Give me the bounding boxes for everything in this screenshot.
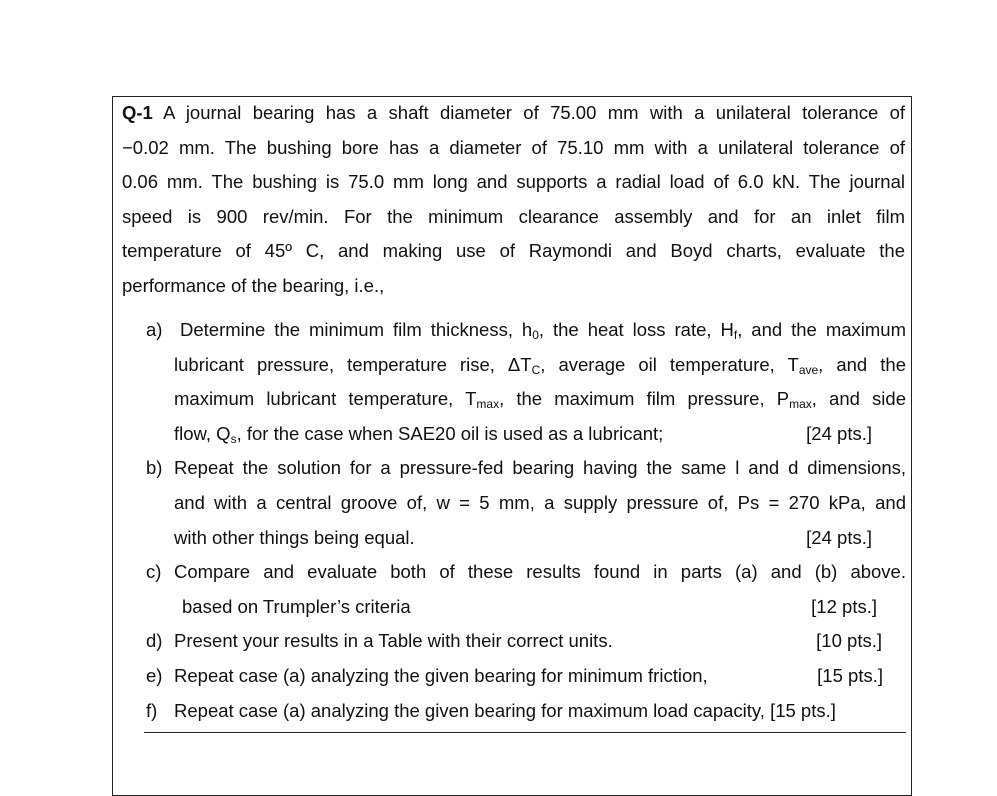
part-e-label: e) — [146, 664, 163, 686]
part-e-text-1: Repeat case (a) analyzing the given bearing for minimum friction, — [174, 664, 708, 686]
part-a-line-2 — [174, 348, 906, 383]
part-a-sub-tave: ave — [798, 362, 819, 377]
part-d-line-1 — [174, 624, 906, 659]
part-a-points: [24 pts.] — [806, 422, 872, 444]
part-e-line-1 — [174, 659, 906, 694]
part-a-text-4b: , for the case when SAE20 oil is used as a lubricant; — [236, 422, 664, 444]
part-c-line-1: Compare and evaluate both of these results found in parts (a) and (b) above. — [174, 561, 906, 583]
intro-line-3: 0.06 mm. The bushing is 75.0 mm long and supports a radial load of 6.0 kN. The journal — [122, 171, 905, 192]
intro-line-1 — [122, 96, 905, 131]
part-f-text-1: Repeat case (a) analyzing the given bearing for maximum load capacity, — [174, 699, 765, 721]
part-c-label: c) — [146, 561, 162, 583]
part-a-sub-hf: f — [733, 328, 738, 342]
parts-list — [146, 313, 906, 728]
part-a-sub-tmax: max — [476, 397, 500, 412]
part-a-line-1 — [174, 313, 906, 348]
intro-text-1: A journal bearing has a shaft diameter of 75.00 mm with a unilateral tolerance of — [163, 102, 905, 123]
question-label: Q-1 — [122, 102, 153, 123]
part-a-line-3 — [174, 382, 906, 417]
part-b-line-2: and with a central groove of, w = 5 mm, a supply pressure of, Ps = 270 kPa, and — [174, 491, 906, 513]
part-d-points: [10 pts.] — [816, 630, 882, 652]
part-a-text-2b: , average oil temperature, T — [540, 353, 799, 375]
part-a-text-1b: , the heat loss rate, H — [538, 319, 734, 340]
part-d-text-1: Present your results in a Table with their correct units. — [174, 630, 613, 652]
part-b-line-1: Repeat the solution for a pressure-fed bearing having the same l and d dimensions, — [174, 457, 906, 479]
part-a-line-4 — [174, 417, 906, 452]
part-b-line-3 — [174, 521, 906, 556]
part-d-label: d) — [146, 630, 163, 652]
bottom-rule — [144, 732, 906, 733]
part-c-points: [12 pts.] — [811, 595, 877, 617]
part-a-text-2c: , and the — [818, 353, 906, 375]
part-f-label: f) — [146, 699, 158, 721]
part-a-text-1a: Determine the minimum film thickness, h — [180, 319, 533, 340]
part-f-line-1 — [174, 694, 906, 729]
question-intro — [122, 96, 905, 303]
part-a-label: a) — [146, 319, 163, 340]
part-b-label: b) — [146, 457, 163, 479]
part-e — [146, 659, 906, 694]
part-e-points: [15 pts.] — [817, 664, 883, 686]
part-a-text-3b: , the maximum film pressure, P — [499, 388, 790, 410]
part-c-line-2 — [174, 590, 906, 625]
part-a-text-2a: lubricant pressure, temperature rise, ΔT — [174, 353, 532, 375]
part-a-text-3c: , and side — [811, 388, 906, 410]
part-a-sub-tc: C — [531, 362, 541, 377]
part-b-points: [24 pts.] — [806, 526, 872, 548]
intro-line-4: speed is 900 rev/min. For the minimum clearance assembly and for an inlet film — [122, 205, 905, 227]
intro-line-6: performance of the bearing, i.e., — [122, 274, 385, 296]
part-f-points: [15 pts.] — [770, 699, 836, 721]
part-a-text-3a: maximum lubricant temperature, T — [174, 388, 477, 410]
part-a-text-1c: , and the maximum — [737, 319, 906, 340]
part-b-text-3: with other things being equal. — [174, 526, 415, 548]
intro-line-5: temperature of 45º C, and making use of Raymondi and Boyd charts, evaluate the — [122, 240, 905, 261]
part-c — [146, 555, 906, 624]
part-b — [146, 451, 906, 555]
part-a — [146, 313, 906, 451]
part-d — [146, 624, 906, 659]
part-a-text-4a: flow, Q — [174, 422, 231, 444]
part-a-sub-qs: s — [230, 431, 237, 446]
part-a-sub-h0: 0 — [532, 328, 539, 342]
part-c-text-2: based on Trumpler’s criteria — [182, 595, 411, 617]
intro-line-2: −0.02 mm. The bushing bore has a diameter of 75.10 mm with a unilateral tolerance of — [122, 136, 905, 158]
part-f — [146, 694, 906, 729]
part-a-sub-pmax: max — [789, 397, 812, 412]
